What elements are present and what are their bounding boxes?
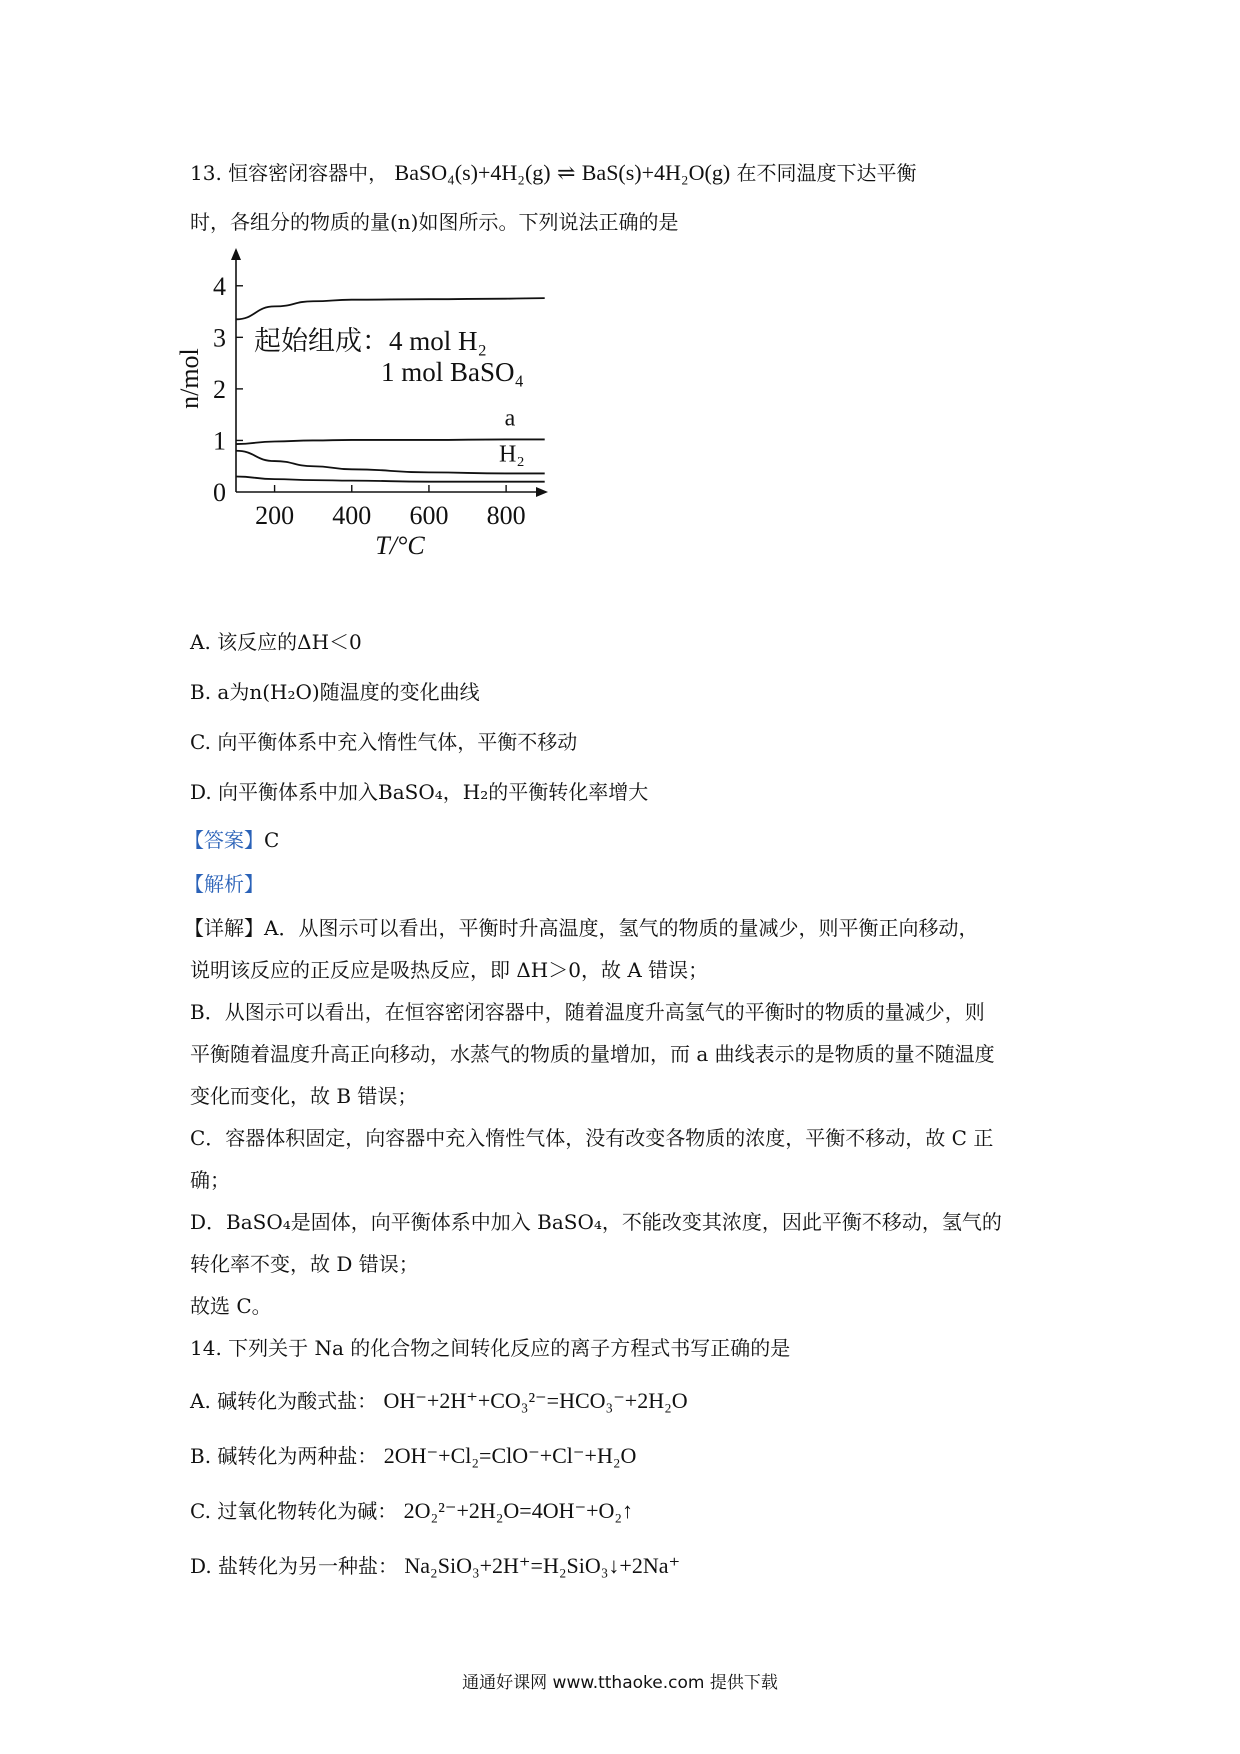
option-equation: Na₂SiO₃+2H⁺=H₂SiO₃↓+2Na⁺	[404, 1553, 681, 1578]
option-label: B.	[190, 680, 212, 704]
q13-option-b	[190, 682, 480, 702]
explanation-line: 变化而变化，故 B 错误；	[190, 1084, 418, 1108]
explanation-line: 确；	[190, 1168, 230, 1192]
q13-answer	[184, 830, 279, 850]
q13-option-c	[190, 732, 577, 752]
y-tick-label: 4	[213, 271, 226, 301]
series-label-a: a	[504, 405, 516, 432]
q13-stem-line1	[190, 162, 917, 184]
analysis-tag: 【解析】	[184, 872, 264, 896]
q13-reaction-right: BaS(s)+4H₂O(g)	[581, 160, 731, 185]
answer-tag: 【答案】	[184, 828, 264, 852]
series-line-0	[236, 298, 545, 319]
option-text: 盐转化为另一种盐：	[218, 1554, 399, 1578]
q14-number: 14.	[190, 1336, 222, 1360]
y-tick-label: 0	[213, 478, 226, 507]
option-label: C.	[190, 730, 211, 754]
q13-stem-suffix: 在不同温度下达平衡	[736, 161, 917, 185]
x-tick-label: 600	[409, 501, 449, 530]
x-tick-label: 200	[255, 501, 295, 530]
q14-option-d	[190, 1555, 680, 1577]
y-tick-label: 3	[213, 323, 226, 353]
option-label: A.	[190, 1389, 211, 1413]
option-text: a为n(H₂O)随温度的变化曲线	[217, 680, 480, 704]
q14-option-b	[190, 1445, 636, 1467]
option-label: D.	[190, 1554, 212, 1578]
explanation-line: D．BaSO₄是固体，向平衡体系中加入 BaSO₄，不能改变其浓度，因此平衡不移动，氢气的	[190, 1210, 1002, 1234]
option-text: 向平衡体系中充入惰性气体，平衡不移动	[217, 730, 578, 754]
x-axis-arrow-icon	[536, 487, 548, 497]
detail-tag: 【详解】	[184, 916, 264, 940]
option-label: B.	[190, 1444, 212, 1468]
q13-stem-prefix: 恒容密闭容器中，	[228, 161, 389, 185]
explanation-line: B．从图示可以看出，在恒容密闭容器中，随着温度升高氢气的平衡时的物质的量减少，则	[190, 1000, 985, 1024]
option-label: D.	[190, 780, 212, 804]
option-label: C.	[190, 1499, 211, 1523]
y-axis-arrow-icon	[231, 248, 241, 260]
q13-stem-line2: 时，各组分的物质的量(n)如图所示。下列说法正确的是	[190, 210, 679, 234]
q14-stem-text: 下列关于 Na 的化合物之间转化反应的离子方程式书写正确的是	[228, 1336, 791, 1360]
q14-option-c	[190, 1500, 633, 1522]
q13-number: 13.	[190, 161, 222, 185]
option-text: 向平衡体系中加入BaSO₄，H₂的平衡转化率增大	[218, 780, 649, 804]
q13-option-a	[190, 632, 362, 652]
q14-option-a	[190, 1390, 688, 1412]
page-footer: 通通好课网 www.tthaoke.com 提供下载	[462, 1673, 778, 1693]
annotation-line1: 起始组成：4 mol H₂	[254, 326, 487, 357]
q13-option-d	[190, 782, 648, 802]
option-text: 碱转化为酸式盐：	[217, 1389, 378, 1413]
series-label-h2: H₂	[499, 441, 525, 468]
y-tick-label: 2	[213, 374, 226, 404]
annotation-line2: 1 mol BaSO₄	[381, 357, 524, 388]
explanation-line: 平衡随着温度升高正向移动，水蒸气的物质的量增加，而 a 曲线表示的是物质的量不随温度	[190, 1042, 995, 1066]
explanation-line: 故选 C。	[190, 1294, 272, 1318]
x-tick-label: 400	[332, 501, 372, 530]
explanation-line	[184, 918, 978, 938]
option-text: 该反应的ΔH＜0	[217, 630, 362, 654]
series-line-3	[236, 477, 545, 482]
q14-stem	[190, 1338, 790, 1358]
equilibrium-arrow-icon: ⇌	[556, 160, 576, 185]
answer-value: C	[264, 828, 280, 852]
option-text: 过氧化物转化为碱：	[217, 1499, 398, 1523]
explanation-line: C．容器体积固定，向容器中充入惰性气体，没有改变各物质的浓度，平衡不移动，故 C 正	[190, 1126, 994, 1150]
q13-reaction-left: BaSO₄(s)+4H₂(g)	[394, 160, 551, 185]
explanation-line: 转化率不变，故 D 错误；	[190, 1252, 419, 1276]
x-tick-label: 800	[486, 501, 526, 530]
y-axis-label: n/mol	[175, 348, 204, 409]
explanation-text: A．从图示可以看出，平衡时升高温度，氢气的物质的量减少，则平衡正向移动，	[264, 916, 979, 940]
option-equation: 2O₂²⁻+2H₂O=4OH⁻+O₂↑	[403, 1498, 634, 1523]
option-text: 碱转化为两种盐：	[217, 1444, 378, 1468]
option-label: A.	[190, 630, 211, 654]
explanation-line: 说明该反应的正反应是吸热反应，即 ΔH＞0，故 A 错误；	[190, 958, 709, 982]
option-equation: 2OH⁻+Cl₂=ClO⁻+Cl⁻+H₂O	[383, 1443, 637, 1468]
equilibrium-chart	[175, 248, 610, 628]
option-equation: OH⁻+2H⁺+CO₃²⁻=HCO₃⁻+2H₂O	[383, 1388, 688, 1413]
x-axis-label: T/°C	[375, 531, 425, 560]
y-tick-label: 1	[213, 426, 226, 456]
